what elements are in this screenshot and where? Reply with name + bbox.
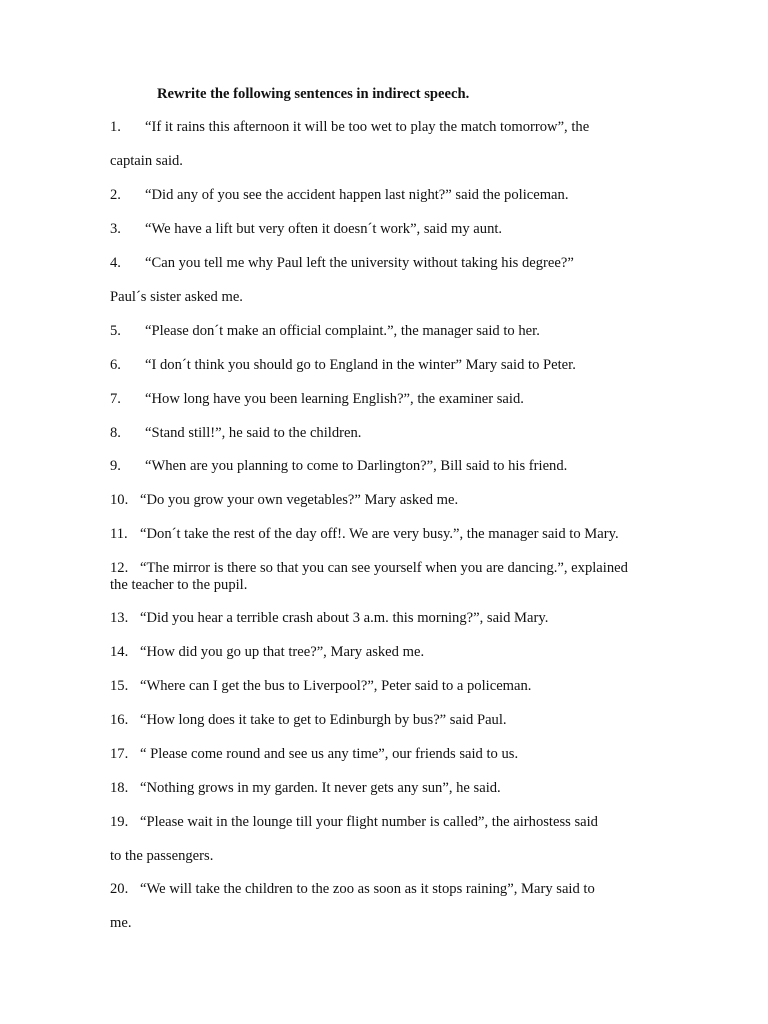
list-item-20-continuation xyxy=(110,915,131,932)
list-item-1-continuation xyxy=(110,153,183,170)
item-text: Paul´s sister asked me. xyxy=(110,289,243,305)
list-item-6 xyxy=(110,357,576,374)
list-item-2 xyxy=(110,187,568,204)
list-item-8 xyxy=(110,425,361,442)
list-item-13 xyxy=(110,610,548,627)
item-number: 10. xyxy=(110,492,129,508)
list-item-9 xyxy=(110,458,567,475)
list-item-10 xyxy=(110,492,458,509)
item-number: 20. xyxy=(110,881,129,897)
item-text: “How did you go up that tree?”, Mary asked me. xyxy=(140,644,425,660)
item-number: 5. xyxy=(110,323,121,339)
list-item-20 xyxy=(110,881,595,898)
item-text: “Don´t take the rest of the day off!. We are very busy.”, the manager said to Mary. xyxy=(140,526,619,542)
item-text: “ Please come round and see us any time”, our friends said to us. xyxy=(140,746,519,762)
list-item-12 xyxy=(110,560,628,577)
item-text: “How long does it take to get to Edinburgh by bus?” said Paul. xyxy=(140,712,507,728)
item-text: “How long have you been learning English?”, the examiner said. xyxy=(145,391,524,407)
item-number: 4. xyxy=(110,255,121,271)
list-item-15 xyxy=(110,678,531,695)
item-number: 2. xyxy=(110,187,121,203)
item-number: 15. xyxy=(110,678,129,694)
list-item-12-continuation xyxy=(110,577,247,594)
item-text: “Nothing grows in my garden. It never gets any sun”, he said. xyxy=(140,780,501,796)
item-text: “Stand still!”, he said to the children. xyxy=(145,425,362,441)
list-item-4-continuation xyxy=(110,289,243,306)
list-item-4 xyxy=(110,255,574,272)
item-number: 1. xyxy=(110,119,121,135)
item-number: 18. xyxy=(110,780,129,796)
item-text: “I don´t think you should go to England in the winter” Mary said to Peter. xyxy=(145,357,576,373)
list-item-14 xyxy=(110,644,424,661)
item-text: “We will take the children to the zoo as soon as it stops raining”, Mary said to xyxy=(140,881,595,897)
list-item-5 xyxy=(110,323,540,340)
list-item-7 xyxy=(110,391,524,408)
item-number: 19. xyxy=(110,814,129,830)
item-text: “Did any of you see the accident happen last night?” said the policeman. xyxy=(145,187,569,203)
item-text: “If it rains this afternoon it will be too wet to play the match tomorrow”, the xyxy=(145,119,590,135)
list-item-19 xyxy=(110,814,598,831)
list-item-1 xyxy=(110,119,589,136)
item-text: “We have a lift but very often it doesn´t work”, said my aunt. xyxy=(145,221,503,237)
item-text: “Can you tell me why Paul left the university without taking his degree?” xyxy=(145,255,574,271)
list-item-19-continuation xyxy=(110,848,213,865)
item-text: “When are you planning to come to Darlington?”, Bill said to his friend. xyxy=(145,458,568,474)
list-item-16 xyxy=(110,712,507,729)
item-text: me. xyxy=(110,915,132,931)
item-text: captain said. xyxy=(110,153,183,169)
list-item-17 xyxy=(110,746,518,763)
worksheet-heading: Rewrite the following sentences in indirect speech. xyxy=(157,86,470,102)
item-text: “Please don´t make an official complaint.”, the manager said to her. xyxy=(145,323,540,339)
item-number: 16. xyxy=(110,712,129,728)
item-number: 14. xyxy=(110,644,129,660)
item-text: to the passengers. xyxy=(110,848,214,864)
item-number: 11. xyxy=(110,526,128,542)
item-number: 6. xyxy=(110,357,121,373)
list-item-11 xyxy=(110,526,619,543)
item-number: 12. xyxy=(110,560,129,576)
item-text: “Did you hear a terrible crash about 3 a.m. this morning?”, said Mary. xyxy=(140,610,549,626)
item-text: the teacher to the pupil. xyxy=(110,577,248,593)
item-number: 7. xyxy=(110,391,121,407)
item-number: 8. xyxy=(110,425,121,441)
list-item-18 xyxy=(110,780,501,797)
item-number: 17. xyxy=(110,746,129,762)
item-number: 3. xyxy=(110,221,121,237)
item-text: “Where can I get the bus to Liverpool?”, Peter said to a policeman. xyxy=(140,678,532,694)
item-text: “The mirror is there so that you can see yourself when you are dancing.”, explained xyxy=(140,560,628,576)
item-text: “Do you grow your own vegetables?” Mary asked me. xyxy=(140,492,459,508)
item-text: “Please wait in the lounge till your flight number is called”, the airhostess said xyxy=(140,814,598,830)
item-number: 13. xyxy=(110,610,129,626)
item-number: 9. xyxy=(110,458,121,474)
list-item-3 xyxy=(110,221,502,238)
